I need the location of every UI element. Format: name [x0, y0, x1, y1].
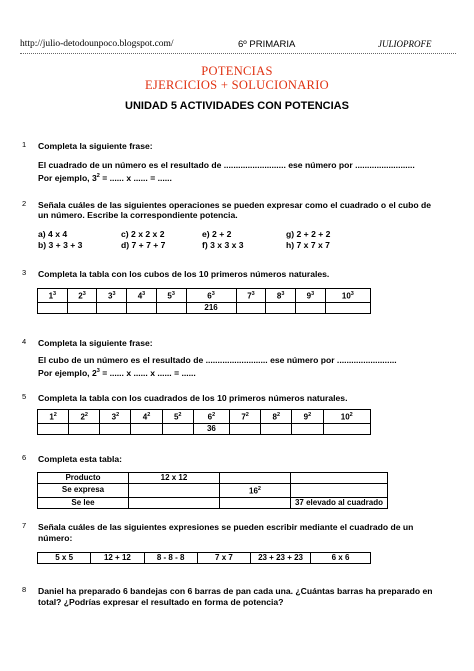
table-cell: $16^2$ — [220, 484, 291, 498]
answer-cell[interactable] — [291, 484, 388, 498]
q2-item: b) 3 + 3 + 3 — [38, 240, 83, 250]
q2-prompt-line2: un número. Escribe la correspondiente potencia. — [38, 210, 238, 220]
answer-cell[interactable] — [325, 302, 370, 313]
answer-cell[interactable] — [97, 302, 127, 313]
q2-item: c) 2 x 2 x 2 — [121, 229, 165, 239]
table-row — [38, 473, 388, 484]
table-cell: $9^3$ — [296, 289, 326, 303]
q2-item: h) 7 x 7 x 7 — [286, 240, 330, 250]
q2-prompt-line1: Señala cuáles de las siguientes operaciones se pueden expresar como el cuadrado o el cubo de — [38, 200, 432, 210]
table-cell: $2^3$ — [67, 289, 97, 303]
expression-cell[interactable]: 7 x 7 — [197, 553, 250, 564]
answer-cell[interactable] — [131, 423, 162, 434]
answer-cell[interactable] — [129, 497, 220, 508]
table-row — [38, 484, 388, 498]
expression-cell[interactable]: 5 x 5 — [38, 553, 91, 564]
table-cell: $5^2$ — [162, 410, 193, 424]
table-cell: $5^3$ — [156, 289, 186, 303]
answer-cell[interactable] — [261, 423, 292, 434]
answer-cell[interactable] — [156, 302, 186, 313]
q4-example-base: Por ejemplo, 2 — [38, 367, 97, 378]
table-cell: $4^2$ — [131, 410, 162, 424]
answer-cell[interactable] — [296, 302, 326, 313]
answer-cell[interactable] — [69, 423, 100, 434]
table-cell: $7^2$ — [230, 410, 261, 424]
title-line1: POTENCIAS — [201, 64, 273, 78]
squares-table — [37, 409, 371, 435]
q4-example-rest: = ...... x ...... x ...... = ...... — [99, 367, 196, 378]
answer-cell[interactable] — [129, 484, 220, 498]
table-cell: $1^2$ — [38, 410, 69, 424]
q1-line2 — [38, 171, 172, 183]
table-cell: $4^3$ — [127, 289, 157, 303]
q1-prompt: Completa la siguiente frase: — [38, 141, 153, 151]
table-cell: $7^3$ — [236, 289, 266, 303]
table-cell: $10^3$ — [325, 289, 370, 303]
answer-cell[interactable] — [38, 423, 69, 434]
answer-cell[interactable] — [67, 302, 97, 313]
table-cell: 12 x 12 — [129, 473, 220, 484]
table-cell: 37 elevado al cuadrado — [291, 497, 388, 508]
q1-example-rest: = ...... x ...... = ...... — [99, 172, 172, 183]
q6-prompt: Completa esta tabla: — [38, 454, 123, 464]
q3-prompt: Completa la tabla con los cubos de los 10 primeros números naturales. — [38, 269, 330, 279]
expression-cell[interactable]: 6 x 6 — [311, 553, 371, 564]
q5-prompt: Completa la tabla con los cuadrados de los 10 primeros números naturales. — [38, 393, 348, 403]
question-number: 6 — [22, 453, 27, 462]
question-number: 8 — [22, 585, 27, 594]
table-cell: $3^2$ — [100, 410, 131, 424]
answer-cell[interactable] — [266, 302, 296, 313]
table-cell: $8^2$ — [261, 410, 292, 424]
answer-cell[interactable]: 216 — [186, 302, 236, 313]
expressions-table — [37, 552, 371, 564]
q7-prompt-line2: número: — [38, 533, 73, 543]
answer-cell[interactable] — [100, 423, 131, 434]
q4-line1: El cubo de un número es el resultado de .......................... ese número por ......................... — [38, 355, 397, 365]
q4-example-exp: 3 — [96, 368, 100, 374]
question-number: 2 — [22, 199, 27, 208]
table-row — [38, 423, 371, 434]
header-author: JULIOPROFE — [378, 39, 432, 49]
power-table — [37, 472, 388, 509]
header-course: 6º PRIMARIA — [238, 39, 296, 50]
q4-line2 — [38, 366, 196, 378]
answer-cell[interactable] — [236, 302, 266, 313]
header-divider — [20, 53, 456, 54]
table-cell: $8^3$ — [266, 289, 296, 303]
table-row — [38, 289, 371, 303]
row-label: Producto — [38, 473, 129, 484]
answer-cell[interactable] — [38, 302, 68, 313]
table-cell: $6^3$ — [186, 289, 236, 303]
answer-cell[interactable] — [230, 423, 261, 434]
q2-item: d) 7 + 7 + 7 — [121, 240, 166, 250]
table-row — [38, 553, 371, 564]
q1-line1: El cuadrado de un número es el resultado de .......................... ese número por ......................... — [38, 160, 415, 170]
table-cell: $2^2$ — [69, 410, 100, 424]
table-cell: $9^2$ — [292, 410, 323, 424]
expression-cell[interactable]: 8 - 8 - 8 — [144, 553, 197, 564]
q2-item: a) 4 x 4 — [38, 229, 68, 239]
table-cell: $6^2$ — [193, 410, 229, 424]
question-number: 5 — [22, 392, 27, 401]
row-label: Se lee — [38, 497, 129, 508]
q2-item: f) 3 x 3 x 3 — [202, 240, 244, 250]
expression-cell[interactable]: 23 + 23 + 23 — [251, 553, 311, 564]
q2-item: g) 2 + 2 + 2 — [286, 229, 331, 239]
table-row — [38, 497, 388, 508]
answer-cell[interactable] — [162, 423, 193, 434]
table-cell: $3^3$ — [97, 289, 127, 303]
cubes-table — [37, 288, 371, 314]
answer-cell[interactable] — [220, 473, 291, 484]
unit-title: UNIDAD 5 ACTIVIDADES CON POTENCIAS — [125, 100, 349, 112]
table-cell: $10^2$ — [323, 410, 371, 424]
answer-cell[interactable] — [291, 473, 388, 484]
table-row — [38, 410, 371, 424]
answer-cell[interactable] — [127, 302, 157, 313]
header-url: http://julio-detodounpoco.blogspot.com/ — [20, 39, 174, 49]
q8-prompt-line1: Daniel ha preparado 6 bandejas con 6 barras de pan cada una. ¿Cuántas barras ha preparado en — [38, 586, 433, 596]
answer-cell[interactable] — [292, 423, 323, 434]
answer-cell[interactable] — [323, 423, 371, 434]
row-label: Se expresa — [38, 484, 129, 498]
answer-cell[interactable] — [220, 497, 291, 508]
q8-prompt-line2: total? ¿Podrías expresar el resultado en forma de potencia? — [38, 597, 284, 607]
q7-prompt-line1: Señala cuáles de las siguientes expresiones se pueden escribir mediante el cuadrado de un — [38, 522, 414, 532]
q1-example-base: Por ejemplo, 3 — [38, 172, 97, 183]
question-number: 4 — [22, 337, 27, 346]
table-row — [38, 302, 371, 313]
q4-prompt: Completa la siguiente frase: — [38, 338, 153, 348]
q2-item: e) 2 + 2 — [202, 229, 232, 239]
expression-cell[interactable]: 12 + 12 — [91, 553, 144, 564]
question-number: 1 — [22, 140, 27, 149]
table-cell: $1^3$ — [38, 289, 68, 303]
title-line2: EJERCICIOS + SOLUCIONARIO — [144, 78, 329, 92]
q1-example-exp: 2 — [96, 173, 100, 179]
answer-cell[interactable]: 36 — [193, 423, 229, 434]
question-number: 7 — [22, 521, 27, 530]
question-number: 3 — [22, 268, 27, 277]
